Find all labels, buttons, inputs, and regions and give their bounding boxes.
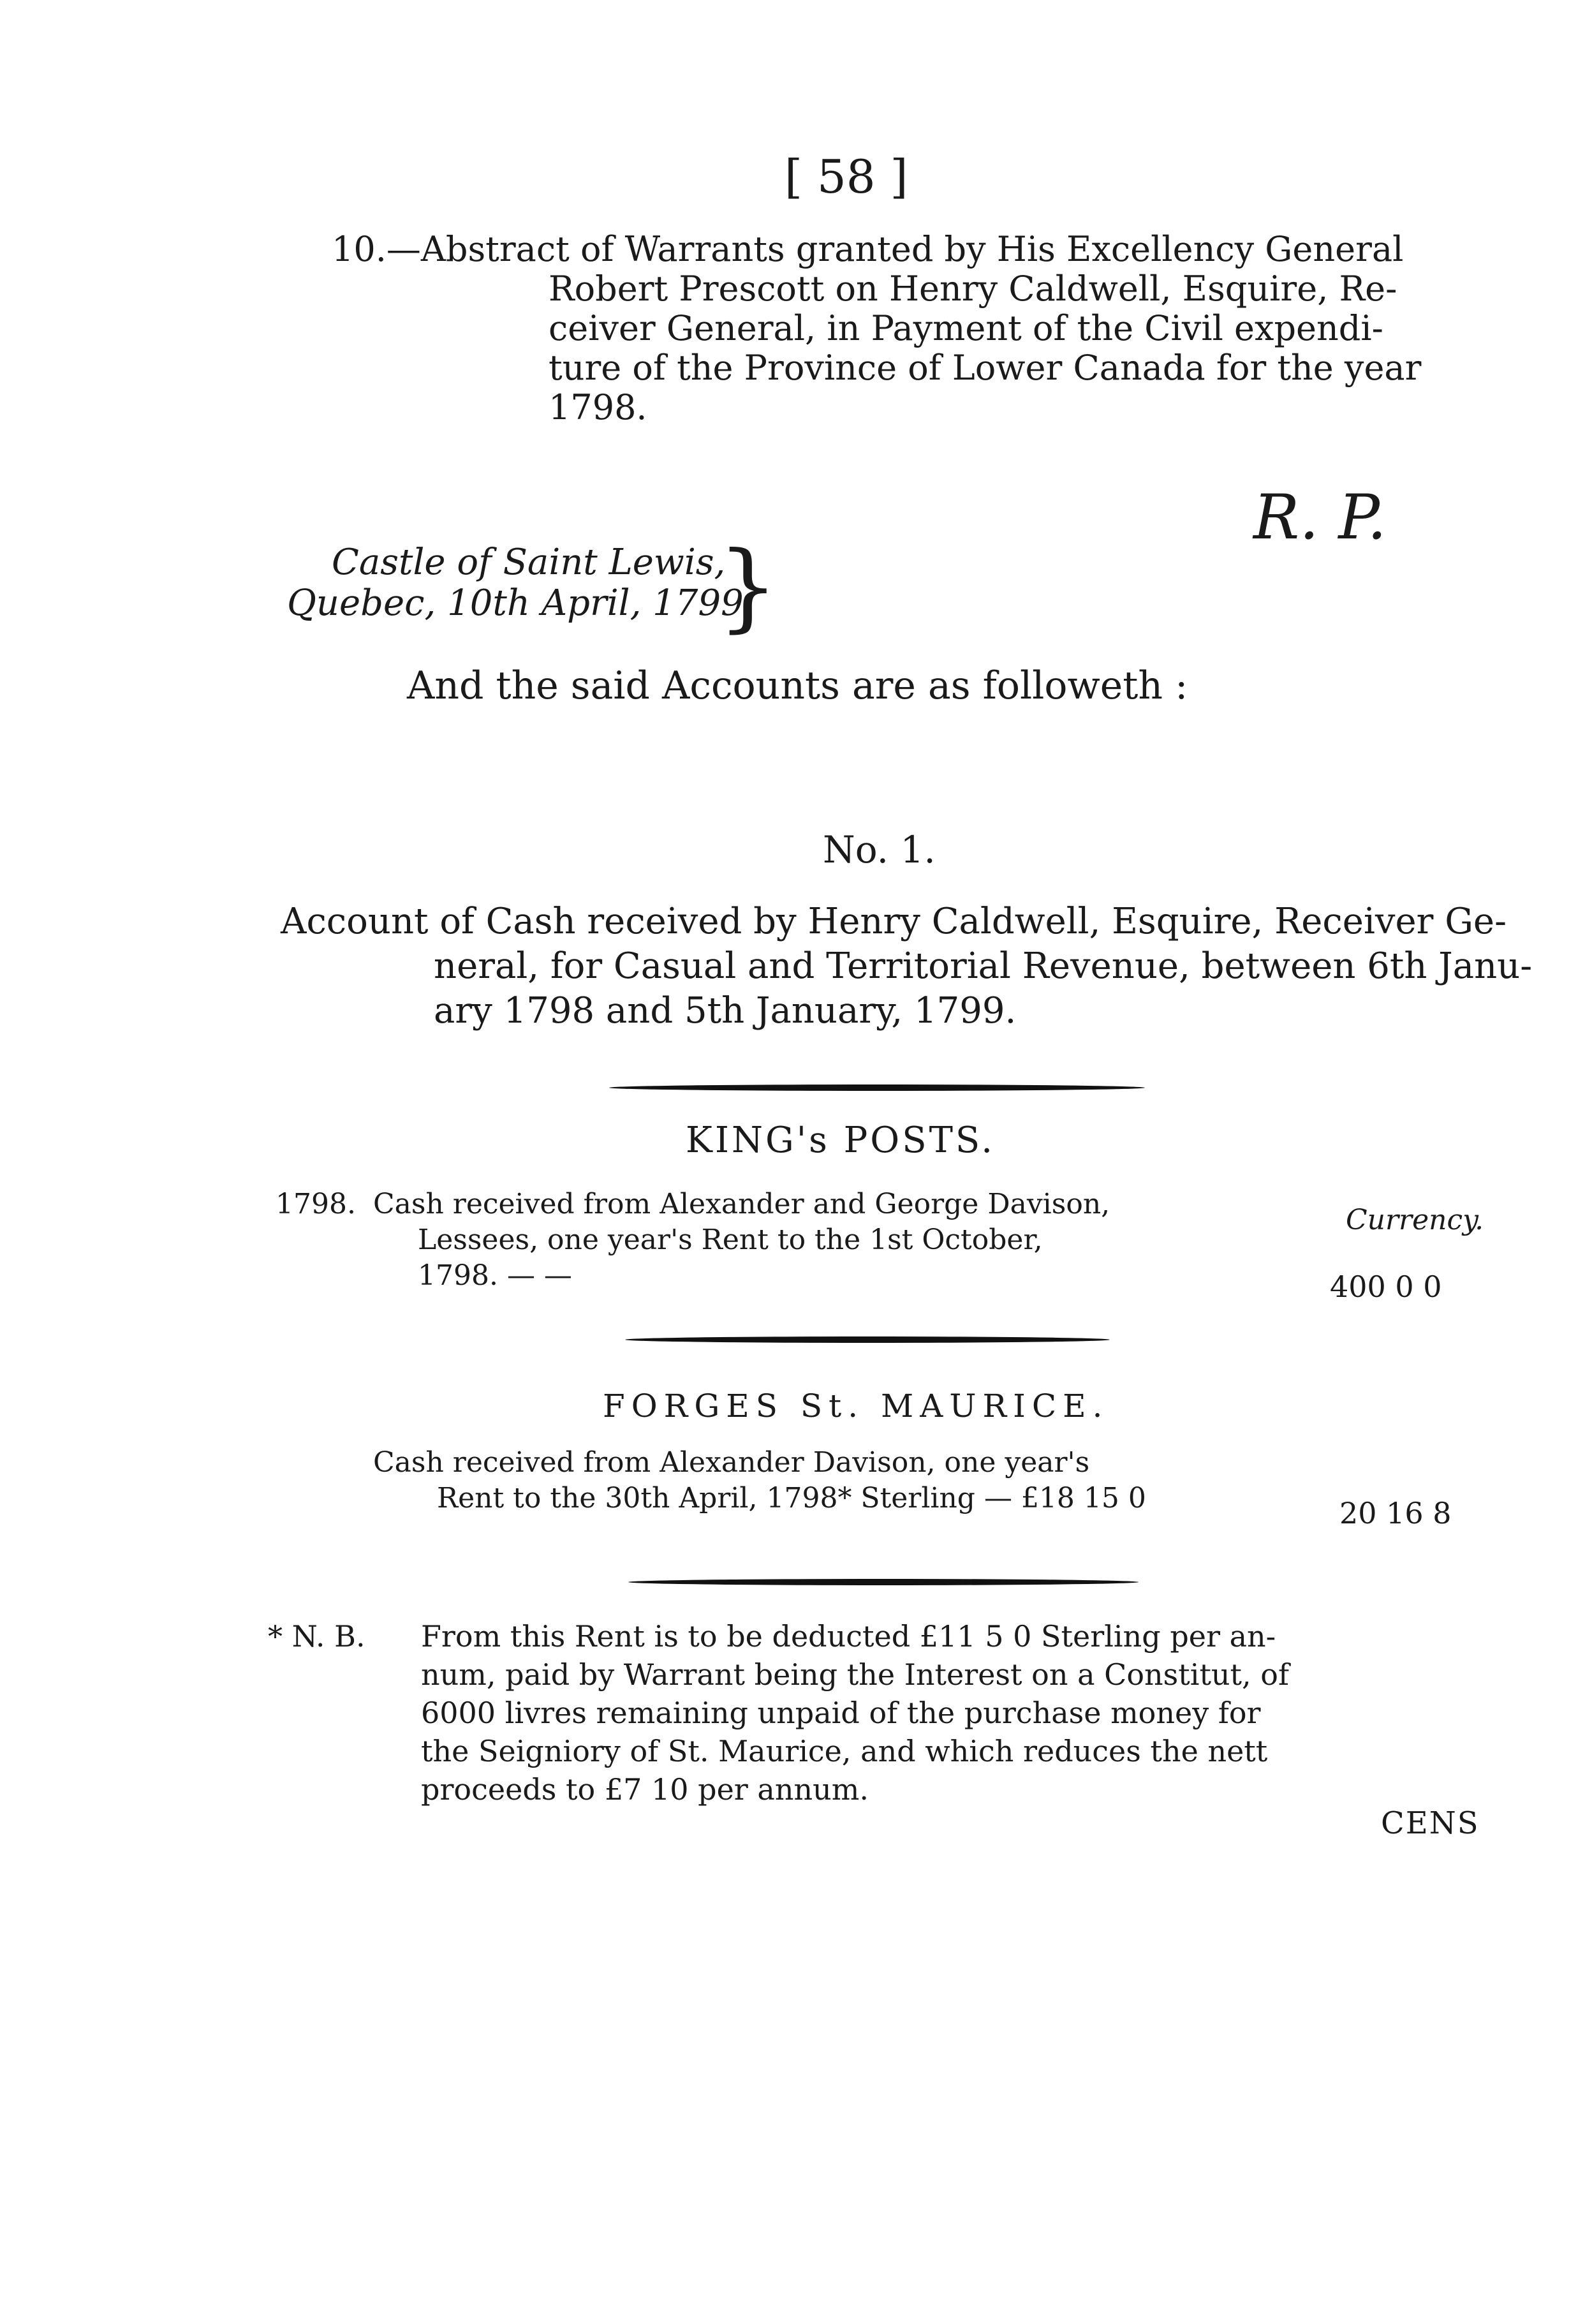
catchword: CENS — [1381, 1805, 1480, 1841]
abstract-line: ceiver General, in Payment of the Civil expendi- — [549, 308, 1383, 348]
account-line: Account of Cash received by Henry Caldwell, Esquire, Receiver Ge- — [281, 901, 1507, 942]
abstract-heading — [332, 230, 1499, 427]
brace-glyph: } — [718, 531, 779, 642]
divider-rule — [625, 1336, 1110, 1343]
account-number: No. 1. — [823, 828, 936, 871]
forges-amount: 20 16 8 — [1339, 1496, 1452, 1530]
note-line: From this Rent is to be deducted £11 5 0 Sterling per an- — [421, 1619, 1276, 1654]
page-number: [ 58 ] — [785, 150, 908, 204]
note-line: num, paid by Warrant being the Interest on a Constitut, of — [421, 1657, 1289, 1692]
note-line: 6000 livres remaining unpaid of the purchase money for — [421, 1696, 1261, 1730]
account-line: neral, for Casual and Territorial Revenue, between 6th Janu- — [434, 945, 1533, 987]
entry-line: Cash received from Alexander and George Davison, — [373, 1188, 1110, 1220]
note-line: the Seigniory of St. Maurice, and which reduces the nett — [421, 1734, 1268, 1768]
date-line: Quebec, 10th April, 1799. — [287, 582, 755, 624]
forges-entry — [373, 1445, 1146, 1516]
account-line: ary 1798 and 5th January, 1799. — [434, 990, 1017, 1032]
accounts-intro: And the said Accounts are as followeth : — [407, 663, 1188, 708]
place-date — [287, 542, 755, 624]
entry-line: Cash received from Alexander Davison, one year's — [373, 1446, 1090, 1479]
account-description — [281, 899, 1533, 1033]
divider-rule — [628, 1579, 1139, 1585]
entry-line: Rent to the 30th April, 1798* Sterling — £18 15 0 — [437, 1482, 1146, 1514]
abstract-line: 10.—Abstract of Warrants granted by His Excellency General — [332, 229, 1404, 269]
entry-line: Lessees, one year's Rent to the 1st October, — [418, 1224, 1043, 1256]
note-line: proceeds to £7 10 per annum. — [421, 1772, 869, 1807]
note-label: * N. B. — [268, 1619, 365, 1654]
place-line: Castle of Saint Lewis, — [332, 542, 726, 583]
abstract-line: Robert Prescott on Henry Caldwell, Esquire, Re- — [549, 269, 1397, 309]
abstract-line: ture of the Province of Lower Canada for the year — [549, 348, 1422, 388]
abstract-line: 1798. — [549, 387, 647, 427]
signature-initials: R. P. — [1253, 482, 1387, 553]
note-body — [421, 1617, 1505, 1809]
kings-posts-amount: 400 0 0 — [1330, 1269, 1442, 1304]
kings-posts-entry — [373, 1187, 1110, 1294]
currency-label: Currency. — [1346, 1204, 1484, 1236]
entry-line: 1798. — — — [418, 1259, 572, 1292]
forges-heading: FORGES St. MAURICE. — [603, 1388, 1109, 1425]
kings-posts-heading: KING's POSTS. — [686, 1120, 996, 1161]
divider-rule — [609, 1084, 1145, 1091]
kings-posts-year: 1798. — [276, 1188, 356, 1220]
